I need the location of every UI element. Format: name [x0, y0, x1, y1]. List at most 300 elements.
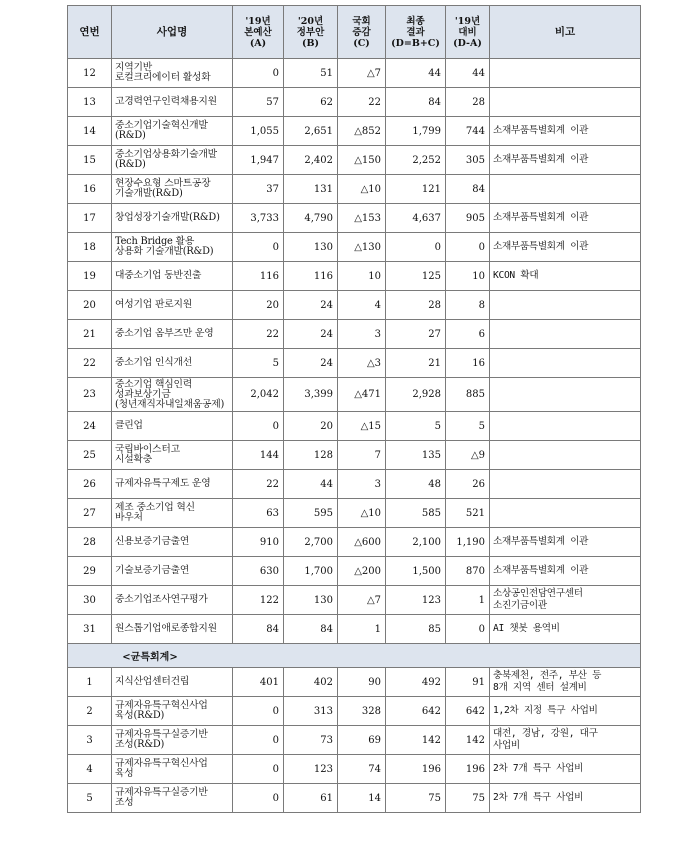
header-budget19-line: 본예산: [244, 26, 272, 38]
diff-vs-2019: 5: [446, 412, 490, 441]
table-row: [68, 668, 641, 697]
budget-2019: 0: [233, 233, 284, 262]
table-row: [68, 117, 641, 146]
gov-proposal-2020: 24: [284, 349, 338, 378]
note-cell: [490, 499, 641, 528]
final-result: 48: [386, 470, 446, 499]
section-cell: [233, 644, 284, 668]
diff-vs-2019: 0: [446, 233, 490, 262]
budget-2019: 3,733: [233, 204, 284, 233]
project-name-line: 조성: [115, 797, 134, 808]
budget-2019: 401: [233, 668, 284, 697]
project-name: [112, 146, 233, 175]
header-budget19: [233, 6, 284, 59]
budget-2019: 84: [233, 615, 284, 644]
row-number: 4: [68, 755, 112, 784]
project-name-line: 창업성장기술개발(R&D): [115, 212, 220, 223]
table-row: [68, 470, 641, 499]
gov-proposal-2020: 1,700: [284, 557, 338, 586]
assembly-change: △150: [338, 146, 386, 175]
header-diff: [446, 6, 490, 59]
table-row: [68, 557, 641, 586]
section-cell: [490, 644, 641, 668]
note-line: KCON 확대: [493, 270, 539, 281]
assembly-change: 74: [338, 755, 386, 784]
diff-vs-2019: 8: [446, 291, 490, 320]
header-budget19-line: '19년: [245, 15, 271, 27]
project-name-line: 국립바이스터고: [115, 444, 180, 455]
final-result: 21: [386, 349, 446, 378]
header-gov20: [284, 6, 338, 59]
header-final: [386, 6, 446, 59]
assembly-change: △471: [338, 378, 386, 412]
gov-proposal-2020: 73: [284, 726, 338, 755]
project-name-line: 성과보상기금: [115, 388, 171, 400]
assembly-change: 90: [338, 668, 386, 697]
table-row: [68, 784, 641, 813]
project-name-line: 중소기업상용화기술개발: [115, 149, 217, 160]
project-name-line: 중소기업기술혁신개발: [115, 120, 208, 131]
project-name: [112, 441, 233, 470]
diff-vs-2019: 28: [446, 88, 490, 117]
gov-proposal-2020: 44: [284, 470, 338, 499]
diff-vs-2019: 1: [446, 586, 490, 615]
final-result: 4,637: [386, 204, 446, 233]
note-line: 소재부품특별회계 이관: [493, 565, 589, 576]
diff-vs-2019: 142: [446, 726, 490, 755]
row-number: 12: [68, 59, 112, 88]
table-body-balanced-fund: [68, 668, 641, 813]
gov-proposal-2020: 84: [284, 615, 338, 644]
diff-vs-2019: 885: [446, 378, 490, 412]
diff-vs-2019: 91: [446, 668, 490, 697]
project-name-line: 클린업: [115, 420, 143, 431]
final-result: 27: [386, 320, 446, 349]
table-row: [68, 204, 641, 233]
row-number: 1: [68, 668, 112, 697]
note-cell: [490, 755, 641, 784]
note-cell: [490, 528, 641, 557]
note-cell: [490, 320, 641, 349]
project-name-line: 중소기업 인식개선: [115, 357, 193, 368]
assembly-change: △153: [338, 204, 386, 233]
project-name-line: 중소기업 옴부즈만 운영: [115, 328, 214, 339]
assembly-change: △852: [338, 117, 386, 146]
budget-2019: 1,947: [233, 146, 284, 175]
final-result: 196: [386, 755, 446, 784]
note-cell: [490, 117, 641, 146]
project-name-line: 지식산업센터건립: [115, 676, 190, 687]
final-result: 0: [386, 233, 446, 262]
header-final-line: 결과: [406, 26, 425, 38]
project-name: [112, 349, 233, 378]
table-row: [68, 412, 641, 441]
section-separator: [68, 644, 641, 668]
table-row: [68, 175, 641, 204]
note-line: 소재부품특별회계 이관: [493, 212, 589, 223]
project-name: [112, 557, 233, 586]
diff-vs-2019: 1,190: [446, 528, 490, 557]
final-result: 1,799: [386, 117, 446, 146]
assembly-change: 3: [338, 470, 386, 499]
table-row: [68, 697, 641, 726]
note-cell: [490, 88, 641, 117]
header-gov20-line: (B): [301, 37, 320, 49]
note-cell: [490, 262, 641, 291]
project-name: [112, 528, 233, 557]
table-row: [68, 755, 641, 784]
assembly-change: 7: [338, 441, 386, 470]
table-row: [68, 499, 641, 528]
assembly-change: △7: [338, 586, 386, 615]
note-line: 대전, 경남, 강원, 대구: [493, 728, 598, 739]
table-row: [68, 349, 641, 378]
budget-2019: 5: [233, 349, 284, 378]
budget-2019: 0: [233, 412, 284, 441]
gov-proposal-2020: 4,790: [284, 204, 338, 233]
diff-vs-2019: 10: [446, 262, 490, 291]
row-number: 14: [68, 117, 112, 146]
gov-proposal-2020: 3,399: [284, 378, 338, 412]
project-name-line: 규제자유특구제도 운영: [115, 478, 211, 489]
note-cell: [490, 697, 641, 726]
section-label: <균특회계>: [68, 644, 233, 668]
table-row: [68, 726, 641, 755]
project-name-line: 기술보증기금출연: [115, 565, 190, 576]
note-cell: [490, 175, 641, 204]
header-budget19-line: (A): [249, 37, 267, 49]
row-number: 5: [68, 784, 112, 813]
note-cell: [490, 668, 641, 697]
table-body-main: [68, 59, 641, 644]
project-name: [112, 784, 233, 813]
diff-vs-2019: 905: [446, 204, 490, 233]
diff-vs-2019: 84: [446, 175, 490, 204]
project-name-line: 중소기업조사연구평가: [115, 594, 208, 605]
diff-vs-2019: 744: [446, 117, 490, 146]
budget-2019: 63: [233, 499, 284, 528]
final-result: 585: [386, 499, 446, 528]
gov-proposal-2020: 123: [284, 755, 338, 784]
note-cell: [490, 349, 641, 378]
project-name-line: (청년재직자내일채움공제): [115, 398, 225, 410]
gov-proposal-2020: 2,651: [284, 117, 338, 146]
final-result: 75: [386, 784, 446, 813]
row-number: 21: [68, 320, 112, 349]
project-name: [112, 233, 233, 262]
note-line: 사업비: [493, 740, 520, 751]
project-name-line: 시설확충: [115, 454, 153, 465]
table-row: [68, 378, 641, 412]
budget-2019: 20: [233, 291, 284, 320]
table-row: [68, 615, 641, 644]
note-line: AI 챗봇 용역비: [493, 623, 560, 634]
header-no: 연번: [68, 6, 112, 59]
gov-proposal-2020: 402: [284, 668, 338, 697]
diff-vs-2019: 642: [446, 697, 490, 726]
project-name-line: 원스톱기업애로종합지원: [115, 623, 217, 634]
gov-proposal-2020: 51: [284, 59, 338, 88]
header-assembly: [338, 6, 386, 59]
note-line: 2차 7개 특구 사업비: [493, 763, 584, 774]
note-line: 소재부품특별회계 이관: [493, 536, 589, 547]
section-cell: [284, 644, 338, 668]
row-number: 13: [68, 88, 112, 117]
table-row: [68, 233, 641, 262]
project-name: [112, 378, 233, 412]
final-result: 28: [386, 291, 446, 320]
diff-vs-2019: 870: [446, 557, 490, 586]
project-name-line: Tech Bridge 활용: [115, 236, 195, 247]
budget-2019: 116: [233, 262, 284, 291]
project-name-line: 로컬크리에이터 활성화: [115, 72, 211, 83]
final-result: 84: [386, 88, 446, 117]
section-cell: [386, 644, 446, 668]
final-result: 142: [386, 726, 446, 755]
project-name-line: 대중소기업 동반진출: [115, 270, 202, 281]
project-name-line: (R&D): [115, 159, 146, 170]
note-cell: [490, 59, 641, 88]
final-result: 121: [386, 175, 446, 204]
final-result: 44: [386, 59, 446, 88]
table-row: [68, 441, 641, 470]
gov-proposal-2020: 595: [284, 499, 338, 528]
gov-proposal-2020: 2,402: [284, 146, 338, 175]
project-name-line: 육성: [115, 768, 134, 779]
project-name: [112, 204, 233, 233]
assembly-change: △7: [338, 59, 386, 88]
assembly-change: 69: [338, 726, 386, 755]
note-cell: [490, 441, 641, 470]
project-name-line: 현장수요형 스마트공장: [115, 178, 211, 189]
diff-vs-2019: 16: [446, 349, 490, 378]
budget-2019: 630: [233, 557, 284, 586]
project-name-line: 규제자유특구혁신사업: [115, 758, 208, 769]
row-number: 3: [68, 726, 112, 755]
note-cell: [490, 204, 641, 233]
project-name: [112, 320, 233, 349]
table-row: [68, 88, 641, 117]
budget-2019: 910: [233, 528, 284, 557]
final-result: 2,100: [386, 528, 446, 557]
assembly-change: △15: [338, 412, 386, 441]
table-row: [68, 291, 641, 320]
project-name: [112, 499, 233, 528]
row-number: 31: [68, 615, 112, 644]
table-row: [68, 146, 641, 175]
diff-vs-2019: 196: [446, 755, 490, 784]
header-assembly-line: 증감: [352, 26, 371, 38]
row-number: 26: [68, 470, 112, 499]
project-name-line: 규제자유특구실증기반: [115, 729, 208, 740]
final-result: 125: [386, 262, 446, 291]
project-name: [112, 412, 233, 441]
assembly-change: △200: [338, 557, 386, 586]
assembly-change: 4: [338, 291, 386, 320]
final-result: 1,500: [386, 557, 446, 586]
gov-proposal-2020: 62: [284, 88, 338, 117]
assembly-change: △600: [338, 528, 386, 557]
row-number: 24: [68, 412, 112, 441]
final-result: 492: [386, 668, 446, 697]
final-result: 135: [386, 441, 446, 470]
row-number: 29: [68, 557, 112, 586]
row-number: 30: [68, 586, 112, 615]
note-cell: [490, 615, 641, 644]
row-number: 20: [68, 291, 112, 320]
row-number: 2: [68, 697, 112, 726]
budget-table: [67, 5, 641, 813]
project-name-line: 규제자유특구실증기반: [115, 787, 208, 798]
project-name-line: 제조 중소기업 혁신: [115, 502, 195, 513]
gov-proposal-2020: 20: [284, 412, 338, 441]
note-cell: [490, 146, 641, 175]
budget-2019: 22: [233, 320, 284, 349]
note-cell: [490, 557, 641, 586]
header-diff-line: (D-A): [453, 37, 482, 49]
table-row: [68, 59, 641, 88]
note-line: 1,2차 지정 특구 사업비: [493, 705, 598, 716]
project-name: [112, 175, 233, 204]
header-note: 비고: [490, 6, 641, 59]
assembly-change: △130: [338, 233, 386, 262]
header-final-line: (D=B+C): [391, 37, 440, 49]
row-number: 28: [68, 528, 112, 557]
gov-proposal-2020: 61: [284, 784, 338, 813]
project-name-line: 규제자유특구혁신사업: [115, 700, 208, 711]
diff-vs-2019: 0: [446, 615, 490, 644]
project-name: [112, 697, 233, 726]
assembly-change: 14: [338, 784, 386, 813]
project-name: [112, 117, 233, 146]
diff-vs-2019: 44: [446, 59, 490, 88]
project-name-line: (R&D): [115, 130, 146, 141]
project-name-line: 바우처: [115, 512, 143, 523]
section-row: [68, 644, 641, 668]
note-cell: [490, 412, 641, 441]
section-cell: [338, 644, 386, 668]
diff-vs-2019: 305: [446, 146, 490, 175]
gov-proposal-2020: 128: [284, 441, 338, 470]
budget-table-page: [67, 5, 640, 813]
project-name-line: 기술개발(R&D): [115, 188, 183, 199]
final-result: 123: [386, 586, 446, 615]
assembly-change: △10: [338, 175, 386, 204]
project-name-line: 중소기업 핵심인력: [115, 378, 193, 390]
project-name: [112, 668, 233, 697]
budget-2019: 0: [233, 59, 284, 88]
row-number: 23: [68, 378, 112, 412]
note-line: 소재부품특별회계 이관: [493, 241, 589, 252]
table-row: [68, 586, 641, 615]
project-name: [112, 726, 233, 755]
section-cell: [446, 644, 490, 668]
project-name-line: 신용보증기금출연: [115, 536, 190, 547]
note-cell: [490, 378, 641, 412]
budget-2019: 22: [233, 470, 284, 499]
budget-2019: 122: [233, 586, 284, 615]
project-name-line: 조성(R&D): [115, 739, 165, 750]
project-name-line: 육성(R&D): [115, 710, 165, 721]
table-row: [68, 320, 641, 349]
gov-proposal-2020: 24: [284, 291, 338, 320]
assembly-change: △10: [338, 499, 386, 528]
budget-2019: 144: [233, 441, 284, 470]
assembly-change: 10: [338, 262, 386, 291]
gov-proposal-2020: 2,700: [284, 528, 338, 557]
budget-2019: 57: [233, 88, 284, 117]
note-cell: [490, 233, 641, 262]
assembly-change: 328: [338, 697, 386, 726]
note-line: 충북제천, 전주, 부산 등: [493, 670, 602, 681]
header-assembly-line: 국회: [352, 15, 371, 27]
project-name: [112, 470, 233, 499]
gov-proposal-2020: 131: [284, 175, 338, 204]
final-result: 5: [386, 412, 446, 441]
budget-2019: 0: [233, 726, 284, 755]
final-result: 2,928: [386, 378, 446, 412]
note-cell: [490, 291, 641, 320]
header-diff-line: '19년: [454, 15, 481, 27]
final-result: 85: [386, 615, 446, 644]
row-number: 17: [68, 204, 112, 233]
assembly-change: 3: [338, 320, 386, 349]
diff-vs-2019: 6: [446, 320, 490, 349]
header-diff-line: 대비: [458, 26, 477, 38]
final-result: 642: [386, 697, 446, 726]
project-name-line: 상용화 기술개발(R&D): [115, 246, 214, 257]
note-cell: [490, 470, 641, 499]
header-gov20-line: 정부안: [296, 26, 325, 38]
project-name: [112, 59, 233, 88]
row-number: 27: [68, 499, 112, 528]
project-name: [112, 755, 233, 784]
budget-2019: 0: [233, 755, 284, 784]
diff-vs-2019: 75: [446, 784, 490, 813]
gov-proposal-2020: 116: [284, 262, 338, 291]
project-name-line: 고경력연구인력채용지원: [115, 96, 217, 107]
note-line: 소재부품특별회계 이관: [493, 154, 589, 165]
diff-vs-2019: 26: [446, 470, 490, 499]
note-line: 소상공인전담연구센터: [493, 588, 583, 599]
table-row: [68, 262, 641, 291]
note-cell: [490, 784, 641, 813]
budget-2019: 37: [233, 175, 284, 204]
note-line: 2차 7개 특구 사업비: [493, 792, 584, 803]
note-line: 8개 지역 센터 설계비: [493, 682, 587, 693]
note-line: 소재부품특별회계 이관: [493, 125, 589, 136]
budget-2019: 2,042: [233, 378, 284, 412]
assembly-change: △3: [338, 349, 386, 378]
project-name: [112, 615, 233, 644]
header-assembly-line: (C): [353, 37, 370, 49]
row-number: 25: [68, 441, 112, 470]
budget-2019: 0: [233, 697, 284, 726]
note-line: 소진기금이관: [493, 600, 547, 611]
project-name-line: 지역기반: [115, 62, 153, 73]
budget-2019: 1,055: [233, 117, 284, 146]
row-number: 16: [68, 175, 112, 204]
table-row: [68, 528, 641, 557]
header-final-line: 최종: [406, 15, 425, 27]
header-gov20-line: '20년: [297, 15, 324, 27]
assembly-change: 22: [338, 88, 386, 117]
project-name: [112, 262, 233, 291]
budget-2019: 0: [233, 784, 284, 813]
diff-vs-2019: △9: [446, 441, 490, 470]
note-cell: [490, 726, 641, 755]
row-number: 18: [68, 233, 112, 262]
